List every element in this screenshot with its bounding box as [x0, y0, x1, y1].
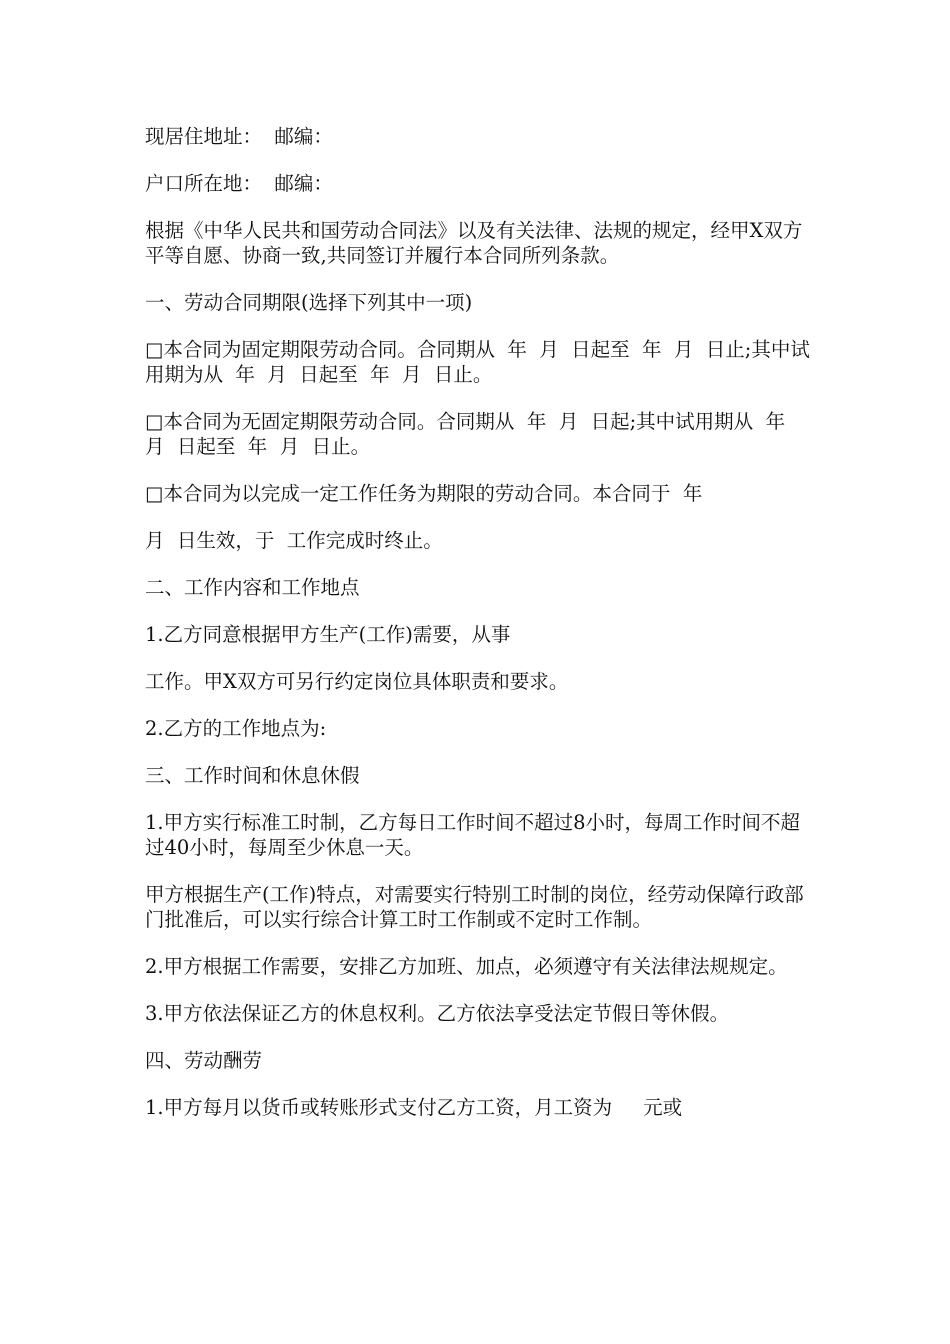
- task-based-term-continued: 月 日生效，于 工作完成时终止。: [145, 529, 443, 552]
- working-hours-clause-1: 1.甲方实行标准工时制，乙方每日工作时间不超过8小时，每周工作时间不超过40小时，每周至少休息一天。: [145, 811, 801, 859]
- rest-rights-clause: 3.甲方依法保证乙方的休息权利。乙方依法享受法定节假日等休假。: [145, 1002, 730, 1025]
- option-fixed-term: □本合同为固定期限劳动合同。合同期从 年 月 日起至 年 月 日止;其中试用期为从 年 月 日起至 年 月 日止。: [145, 338, 810, 386]
- salary-clause-1: 1.甲方每月以货币或转账形式支付乙方工资，月工资为 元或: [145, 1096, 683, 1119]
- special-hours-clause: 甲方根据生产(工作)特点，对需要实行特别工时制的岗位，经劳动保障行政部门批准后，可以实行综合计算工时工作制或不定时工作制。: [145, 883, 804, 931]
- section-heading-term: 一、劳动合同期限(选择下列其中一项): [145, 291, 473, 314]
- option-open-term: □本合同为无固定期限劳动合同。合同期从 年 月 日起;其中试用期从 年 月 日起至 年 月 日止。: [145, 410, 798, 458]
- contract-preamble: 根据《中华人民共和国劳动合同法》以及有关法律、法规的规定，经甲X双方平等自愿、协商一致,共同签订并履行本合同所列条款。: [145, 219, 803, 267]
- work-location-clause: 2.乙方的工作地点为:: [145, 717, 327, 740]
- overtime-clause: 2.甲方根据工作需要，安排乙方加班、加点，必须遵守有关法律法规规定。: [145, 955, 788, 978]
- work-content-clause-1-continued: 工作。甲X双方可另行约定岗位具体职责和要求。: [145, 670, 569, 693]
- option-task-based-term: □本合同为以完成一定工作任务为期限的劳动合同。本合同于 年: [145, 482, 703, 505]
- section-heading-remuneration: 四、劳动酬劳: [145, 1049, 263, 1072]
- section-heading-work-content: 二、工作内容和工作地点: [145, 576, 360, 599]
- work-content-clause-1: 1.乙方同意根据甲方生产(工作)需要，从事: [145, 623, 511, 646]
- section-heading-working-hours: 三、工作时间和休息休假: [145, 764, 360, 787]
- address-line: 现居住地址： 邮编：: [145, 125, 333, 148]
- household-registration-line: 户口所在地： 邮编：: [145, 172, 333, 195]
